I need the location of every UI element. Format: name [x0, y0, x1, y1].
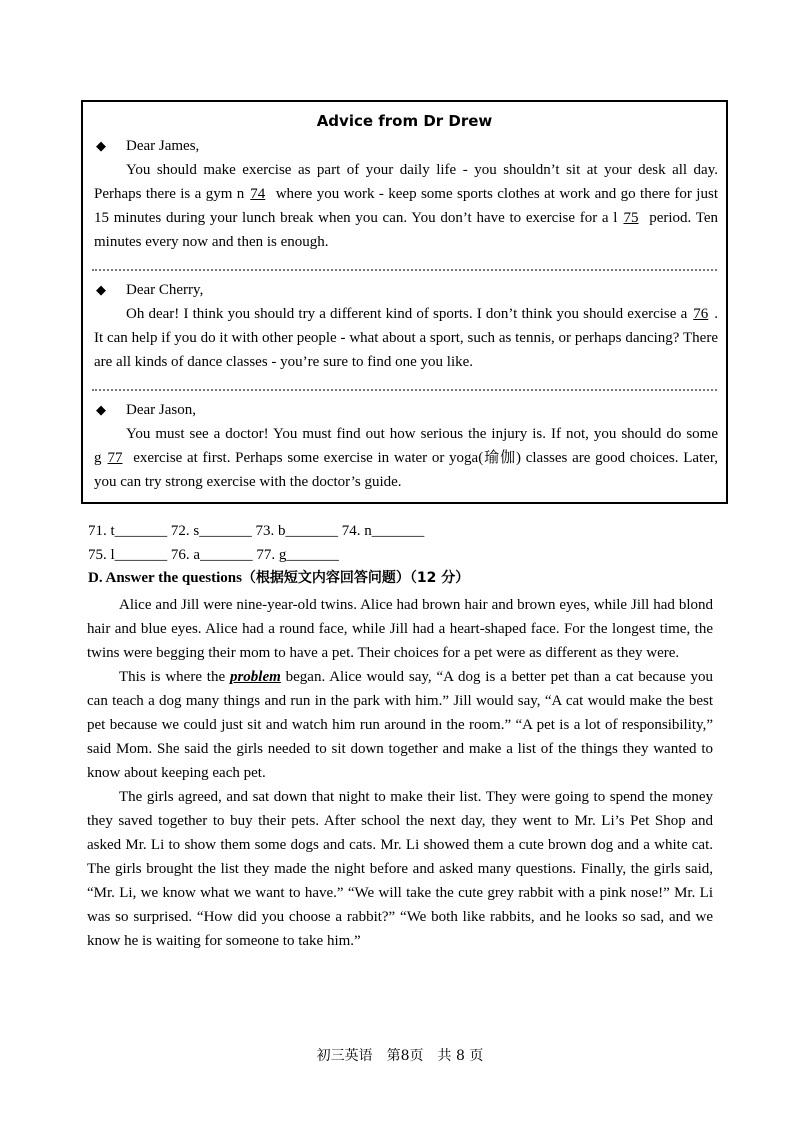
letter-greeting: Dear James, — [126, 138, 200, 154]
paragraph-3: The girls agreed, and sat down that night to make their list. They were going to spend the money they saved together to buy their pets. After school the next day, they went to Mr. Li’s Pet Shop and asked Mr. Li to show them some dogs and cats. Mr. Li showed them a cute brown dog and a white cat. The girls brought the list they made the night before and asked many questions. Finally, the girls said, “Mr. Li, we know what we want to have.” “We will take the cute grey rabbit with a pink nose!” Mr. Li was so surprised. “How did you choose a rabbit?” “We both like rabbits, and he looks so sad, and we know he is waiting for someone to take him.” — [87, 789, 713, 949]
advice-title: Advice from Dr Drew — [316, 112, 493, 130]
dotted-divider — [92, 269, 717, 271]
keyword-problem: problem — [229, 669, 281, 685]
blank-74: 74 — [250, 186, 266, 202]
letter-greeting: Dear Jason, — [126, 402, 196, 418]
blank-77: 77 — [107, 450, 123, 466]
answer-line-1: 71. t_______ 72. s_______ 73. b_______ 74. n_______ — [88, 523, 425, 539]
section-d-heading — [88, 567, 469, 587]
letter-cherry — [94, 278, 718, 374]
paragraph-1: Alice and Jill were nine-year-old twins. Alice had brown hair and brown eyes, while Jill had blond hair and blue eyes. Alice had a round face, while Jill had a heart-shaped face. For the longest time, the twins were begging their mom to have a pet. Their choices for a pet were as different as they were. — [87, 597, 713, 661]
diamond-bullet-icon: ◆ — [96, 138, 106, 153]
diamond-bullet-icon: ◆ — [96, 402, 106, 417]
section-d-label: D. Answer the questions — [88, 570, 242, 586]
section-d-label-cn: （根据短文内容回答问题）（12 分） — [241, 570, 470, 586]
letter-jason — [94, 398, 718, 494]
letter-greeting: Dear Cherry, — [126, 282, 204, 298]
blank-76: 76 — [693, 306, 709, 322]
paragraph-2: This is where the problem began. Alice would say, “A dog is a better pet than a cat because you can teach a dog many things and run in the park with him.” Jill would say, “A cat would make the best pet because we could just sit and watch him run around in the room.” “A pet is a lot of responsibility,” said Mom. She said the girls needed to sit down together and make a list of the things they wanted to know about keeping each pet. — [87, 669, 713, 781]
letter-body: You should make exercise as part of your daily life - you shouldn’t sit at your desk all day. Perhaps there is a gym n 74 where you work - keep some sports clothes at work and go there for just 15 minutes during your lunch break when you can. You don’t have to exercise for a l 75 period. Ten minutes every now and then is enough. — [94, 162, 718, 250]
dotted-divider — [92, 389, 717, 391]
advice-box — [81, 100, 728, 504]
blank-75: 75 — [623, 210, 639, 226]
diamond-bullet-icon: ◆ — [96, 282, 106, 297]
reading-passage — [87, 593, 713, 953]
answer-line-2: 75. l_______ 76. a_______ 77. g_______ — [88, 547, 339, 563]
page-footer: 初三英语 第8页 共 8 页 — [316, 1048, 484, 1064]
letter-body: Oh dear! I think you should try a different kind of sports. I don’t think you should exercise a 76 . It can help if you do it with other people - what about a sport, such as tennis, or perhaps dancing? There are all kinds of dance classes - you’re sure to find one you like. — [94, 306, 718, 370]
letter-body: You must see a doctor! You must find out how serious the injury is. If not, you should do some g 77 exercise at first. Perhaps some exercise in water or yoga(瑜伽) classes are good choices. Later, you can try strong exercise with the doctor’s guide. — [94, 426, 718, 490]
letter-james — [94, 134, 718, 254]
